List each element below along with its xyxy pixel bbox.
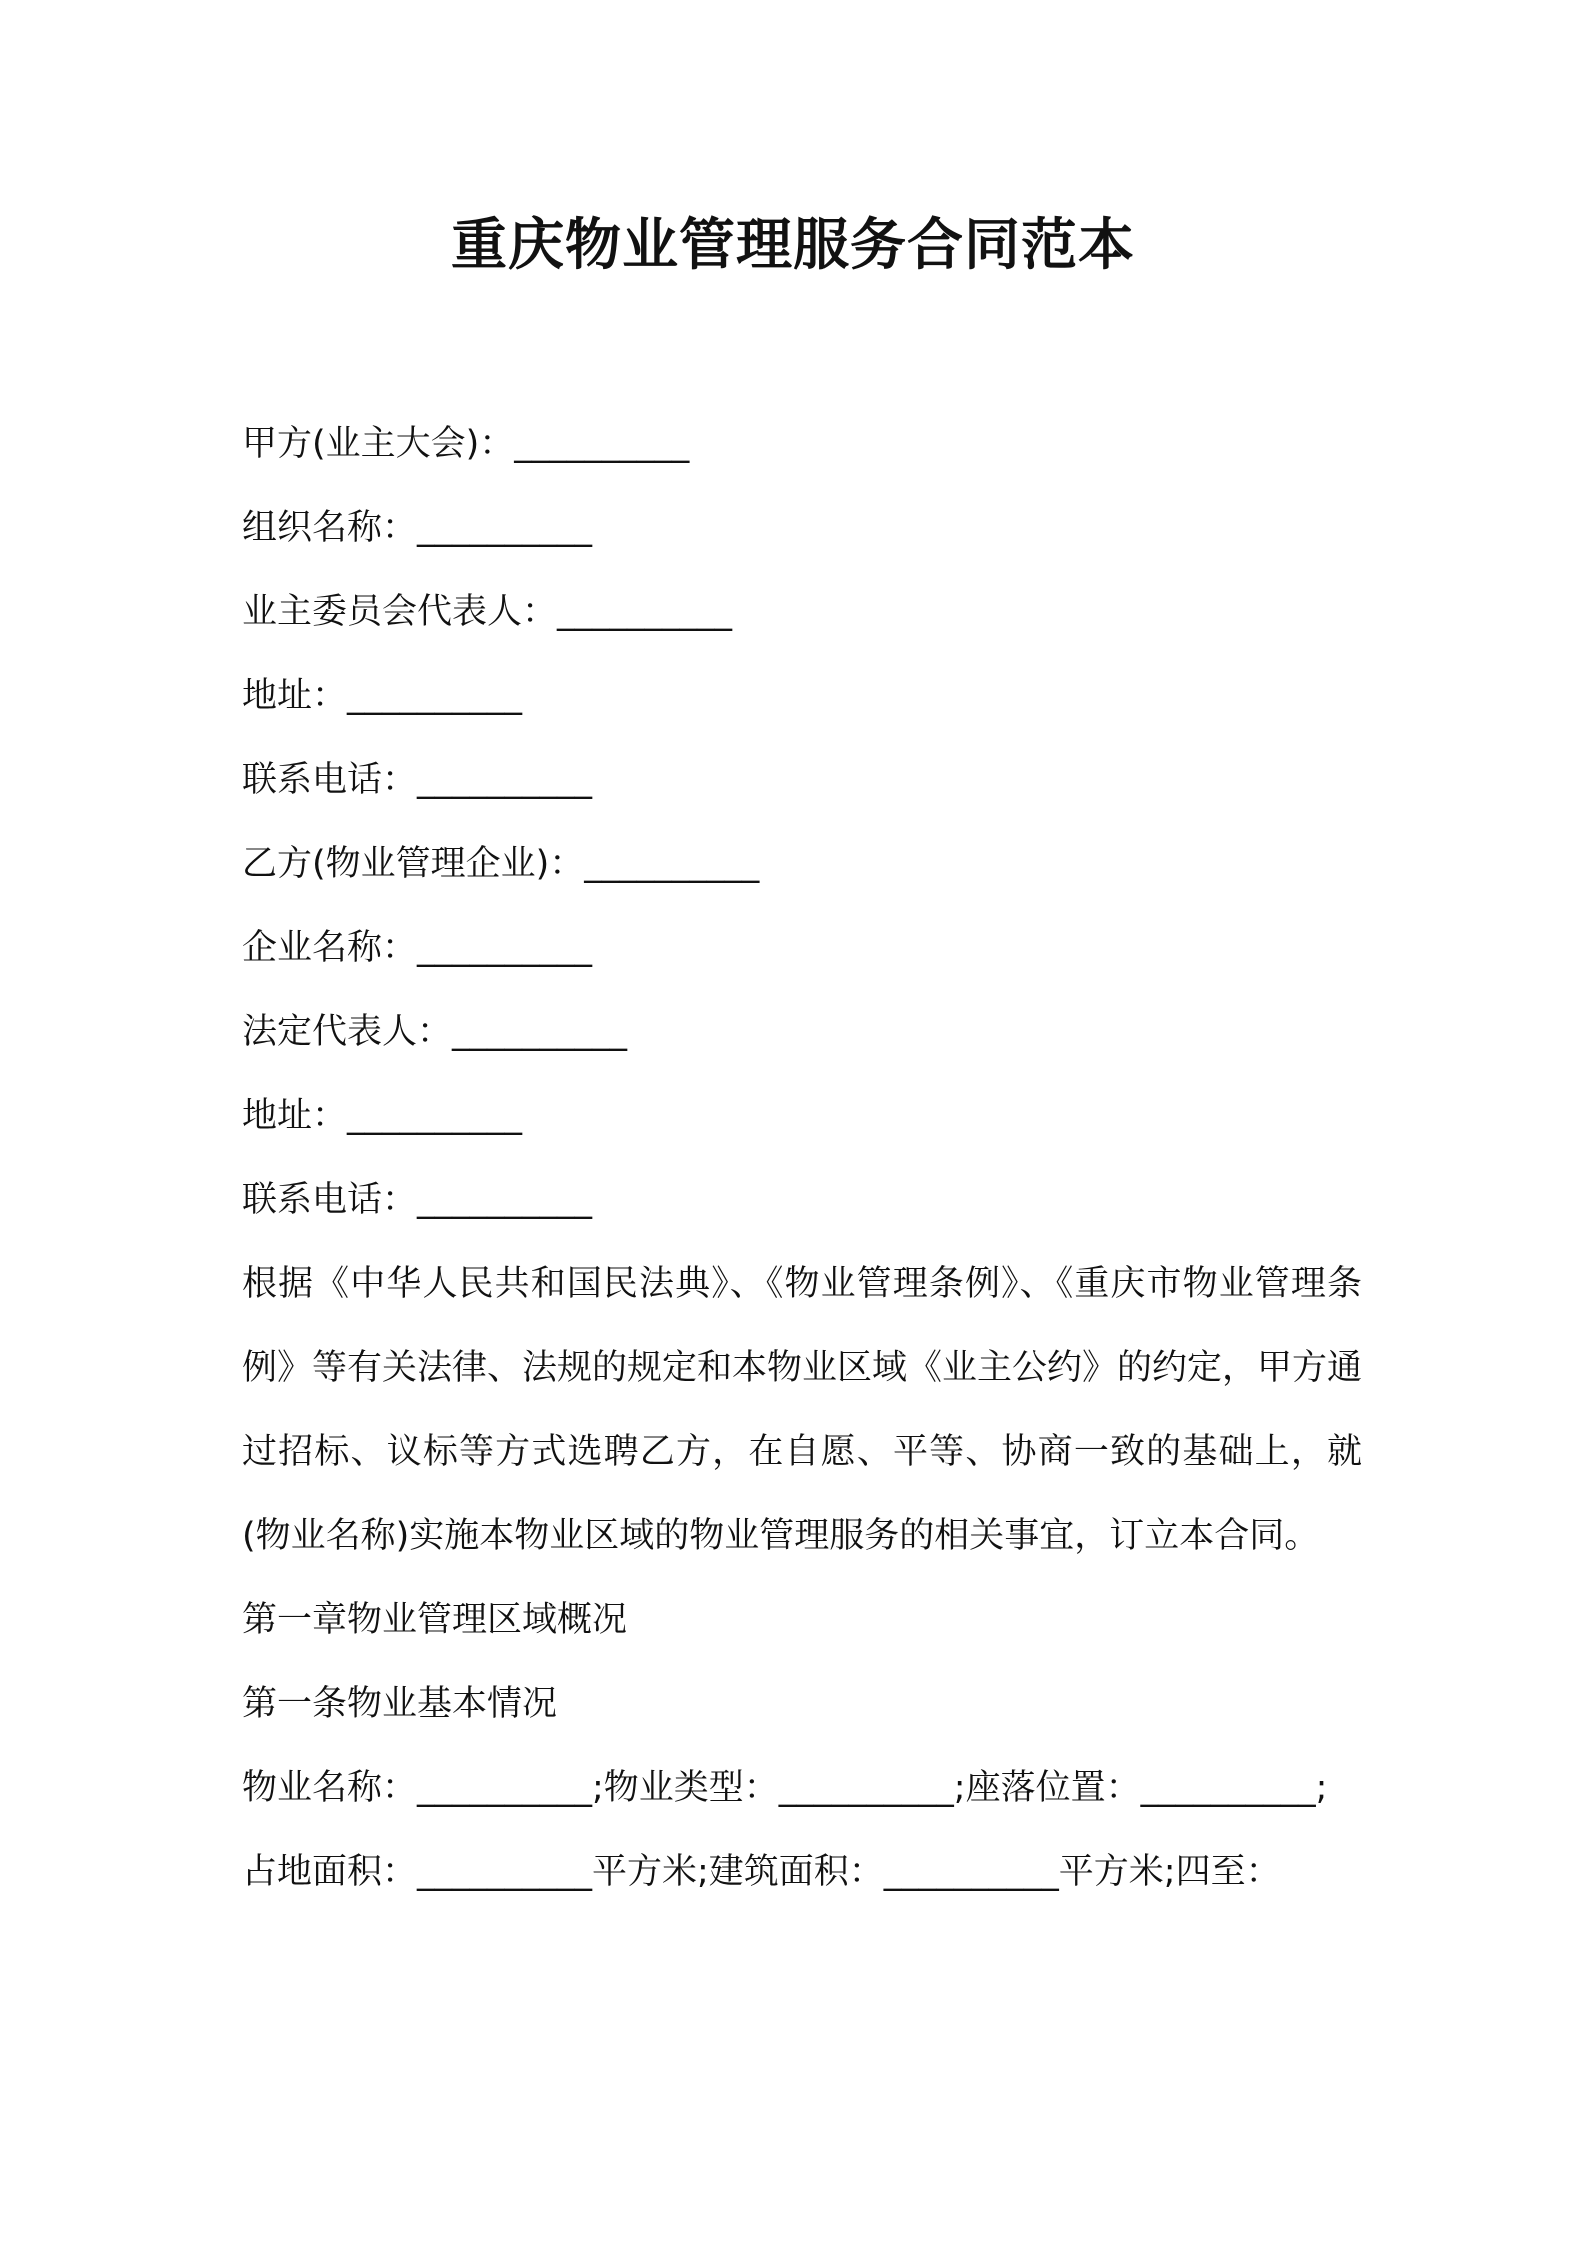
preamble-paragraph: 根据《中华人民共和国民法典》、《物业管理条例》、《重庆市物业管理条例》等有关法律、法规的规定和本物业区域《业主公约》的约定，甲方通过招标、议标等方式选聘乙方，在自愿、平等、协商一致的基础上，就(物业名称)实施本物业区域的物业管理服务的相关事宜，订立本合同。 xyxy=(242,1264,1363,1556)
chapter-heading: 第一章物业管理区域概况 xyxy=(242,1600,628,1640)
party-b-phone-line: 联系电话：__________ xyxy=(242,1180,593,1220)
article-heading: 第一条物业基本情况 xyxy=(242,1684,558,1724)
party-a-phone-line: 联系电话：__________ xyxy=(242,760,593,800)
party-b-address-line: 地址：__________ xyxy=(242,1096,523,1136)
party-b-company-line: 企业名称：__________ xyxy=(242,928,593,968)
party-a-organization-line: 组织名称：__________ xyxy=(242,508,593,548)
party-a-line: 甲方(业主大会)：__________ xyxy=(242,424,690,464)
property-info-line: 物业名称：__________;物业类型：__________;座落位置：__________; xyxy=(242,1768,1328,1808)
party-a-representative-line: 业主委员会代表人：__________ xyxy=(242,592,733,632)
party-b-legal-representative-line: 法定代表人：__________ xyxy=(242,1012,628,1052)
document-title: 重庆物业管理服务合同范本 xyxy=(451,213,1135,278)
document-body xyxy=(242,402,1362,1914)
party-a-address-line: 地址：__________ xyxy=(242,676,523,716)
area-info-line: 占地面积：__________平方米;建筑面积：__________平方米;四至： xyxy=(242,1852,1281,1892)
party-b-line: 乙方(物业管理企业)：__________ xyxy=(242,844,760,884)
